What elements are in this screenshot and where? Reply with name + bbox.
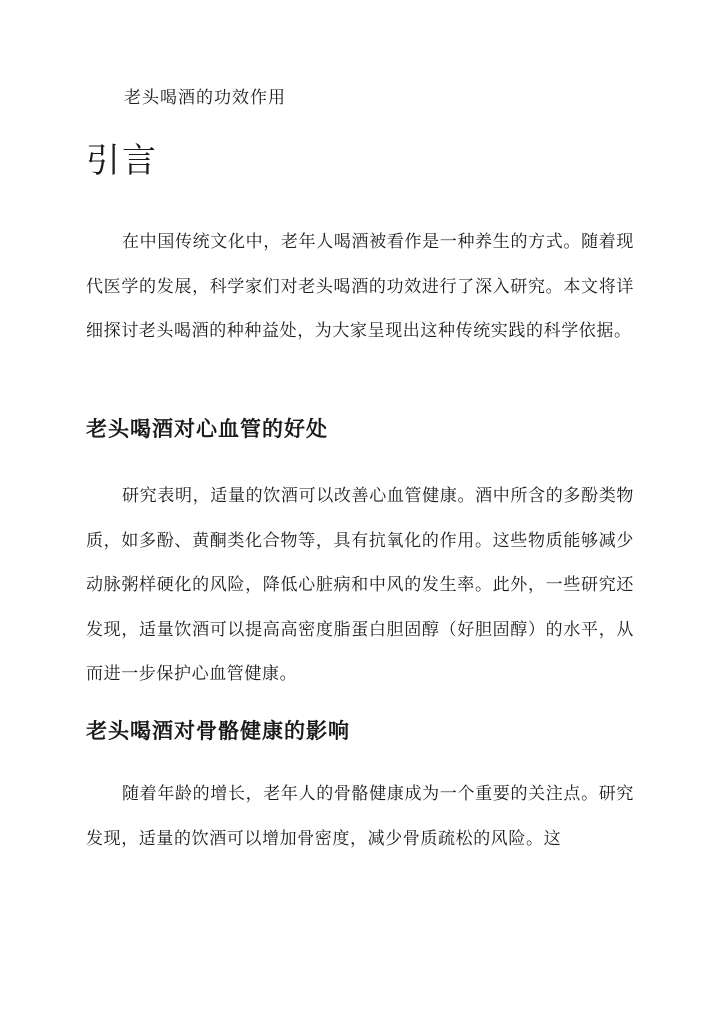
section-heading-cardiovascular: 老头喝酒对心血管的好处 — [86, 416, 328, 441]
section-paragraph-cardiovascular: 研究表明，适量的饮酒可以改善心血管健康。酒中所含的多酚类物质，如多酚、黄酮类化合物等，具有抗氧化的作用。这些物质能够减少动脉粥样硬化的风险，降低心脏病和中风的发生率。此外，一些研究还发现，适量饮酒可以提高高密度脂蛋白胆固醇（好胆固醇）的水平，从而进一步保护心血管健康。 — [86, 486, 634, 684]
intro-paragraph: 在中国传统文化中，老年人喝酒被看作是一种养生的方式。随着现代医学的发展，科学家们对老头喝酒的功效进行了深入研究。本文将详细探讨老头喝酒的种种益处，为大家呈现出这种传统实践的科学依据。 — [86, 232, 634, 341]
section-paragraph-bone-health: 随着年龄的增长，老年人的骨骼健康成为一个重要的关注点。研究发现，适量的饮酒可以增加骨密度，减少骨质疏松的风险。这 — [86, 784, 634, 849]
document-title: 老头喝酒的功效作用 — [124, 88, 286, 108]
intro-heading: 引言 — [86, 141, 158, 181]
section-heading-bone-health: 老头喝酒对骨骼健康的影响 — [86, 718, 350, 743]
